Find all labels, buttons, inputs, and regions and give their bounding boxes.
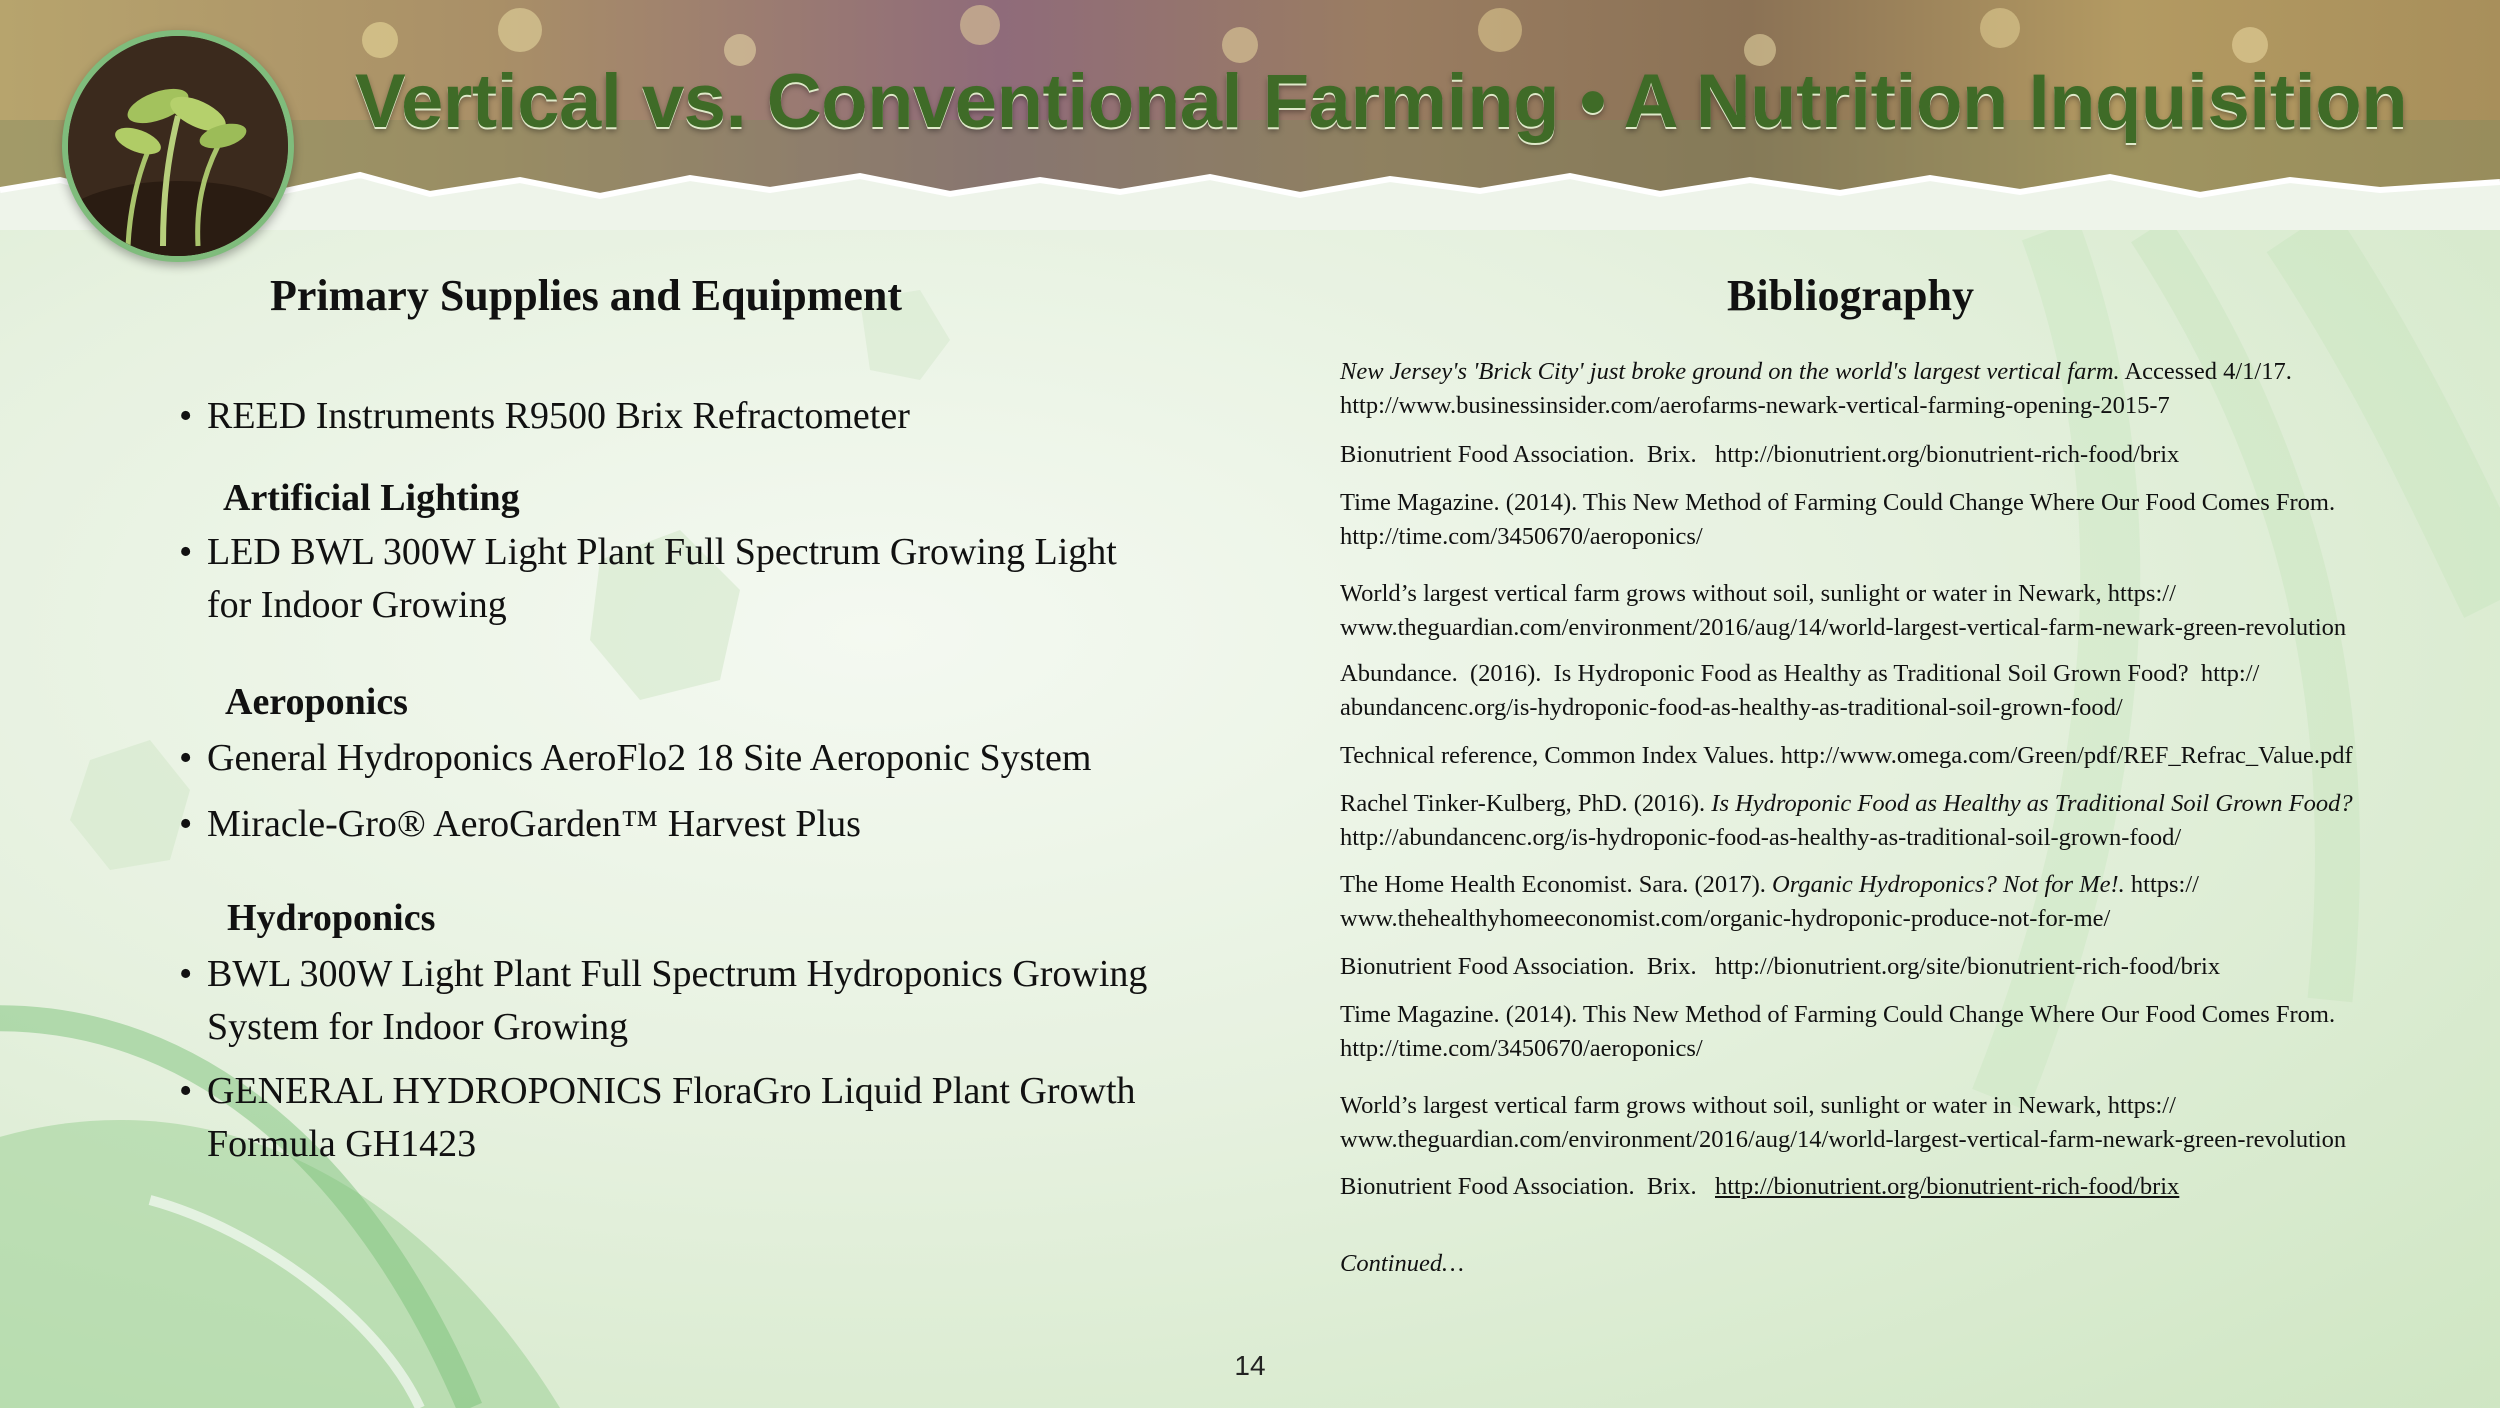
bibliography-entry: World’s largest vertical farm grows without soil, sunlight or water in Newark, https:// www.theguardian.com/environment/2016/aug/14/world-largest-vertical-farm-newark-green-revolution <box>1340 580 2347 641</box>
bullet-icon: • <box>179 737 193 779</box>
section-heading-aeroponics: Aeroponics <box>225 681 408 723</box>
bullet-icon: • <box>179 395 193 437</box>
list-item: • REED Instruments R9500 Brix Refractometer <box>175 390 1287 443</box>
bibliography-entry: Bionutrient Food Association. Brix. http://bionutrient.org/bionutrient-rich-food/brix <box>1340 441 2180 468</box>
bibliography-entry: Bionutrient Food Association. Brix. http://bionutrient.org/bionutrient-rich-food/brix <box>1340 1173 2180 1200</box>
section-heading-hydroponics: Hydroponics <box>227 897 436 939</box>
page-number: 14 <box>1234 1350 1266 1381</box>
list-item: • BWL 300W Light Plant Full Spectrum Hydroponics Growing System for Indoor Growing <box>175 948 1287 1054</box>
bullet-icon: • <box>179 531 193 573</box>
bibliography-entry: Time Magazine. (2014). This New Method of Farming Could Change Where Our Food Comes From. http://time.com/3450670/aeroponics/ <box>1340 489 2336 550</box>
section-heading-artificial-lighting: Artificial Lighting <box>223 477 520 519</box>
seedling-photo <box>62 30 294 262</box>
list-item: • GENERAL HYDROPONICS FloraGro Liquid Plant Growth Formula GH1423 <box>175 1065 1287 1171</box>
slide-title: Vertical vs. Conventional Farming • A Nutrition Inquisition <box>355 59 2408 144</box>
bibliography-heading: Bibliography <box>1727 271 1974 320</box>
bullet-icon: • <box>179 953 193 995</box>
bibliography-entry: Abundance. (2016). Is Hydroponic Food as Healthy as Traditional Soil Grown Food? http:// abundancenc.org/is-hydroponic-food-as-healthy-as-traditional-soil-grown-food/ <box>1340 660 2260 721</box>
supplies-heading: Primary Supplies and Equipment <box>270 271 903 320</box>
bibliography-entry: World’s largest vertical farm grows without soil, sunlight or water in Newark, https:// www.theguardian.com/environment/2016/aug/14/world-largest-vertical-farm-newark-green-revolution <box>1340 1092 2347 1153</box>
torn-paper-edge <box>0 150 2500 230</box>
bullet-icon: • <box>179 803 193 845</box>
list-item: • LED BWL 300W Light Plant Full Spectrum Growing Light for Indoor Growing <box>175 526 1287 632</box>
bibliography-entry: The Home Health Economist. Sara. (2017). Organic Hydroponics? Not for Me!. https:// www.thehealthyhomeeconomist.com/organic-hydroponic-produce-not-for-me/ <box>1340 871 2199 932</box>
continued-note: Continued… <box>1340 1250 1464 1277</box>
list-item: • Miracle-Gro® AeroGarden™ Harvest Plus <box>175 798 1287 851</box>
bibliography-link[interactable]: http://bionutrient.org/bionutrient-rich-food/brix <box>1715 1173 2180 1200</box>
bibliography-entry: Bionutrient Food Association. Brix. http://bionutrient.org/site/bionutrient-rich-food/brix <box>1340 953 2221 980</box>
bullet-icon: • <box>179 1070 193 1112</box>
bibliography-entry: Time Magazine. (2014). This New Method of Farming Could Change Where Our Food Comes From. http://time.com/3450670/aeroponics/ <box>1340 1001 2336 1062</box>
bibliography-entry: New Jersey's 'Brick City' just broke ground on the world's largest vertical farm. Accessed 4/1/17. http://www.businessinsider.com/aerofarms-newark-vertical-farming-opening-2015-7 <box>1340 358 2292 419</box>
bibliography-entry: Technical reference, Common Index Values. http://www.omega.com/Green/pdf/REF_Refrac_Value.pdf <box>1340 742 2353 769</box>
list-item: • General Hydroponics AeroFlo2 18 Site Aeroponic System <box>175 732 1287 785</box>
bibliography-entry: Rachel Tinker-Kulberg, PhD. (2016). Is Hydroponic Food as Healthy as Traditional Soil Grown Food? http://abundancenc.org/is-hydroponic-food-as-healthy-as-traditional-soil-grown-food/ <box>1340 790 2353 851</box>
